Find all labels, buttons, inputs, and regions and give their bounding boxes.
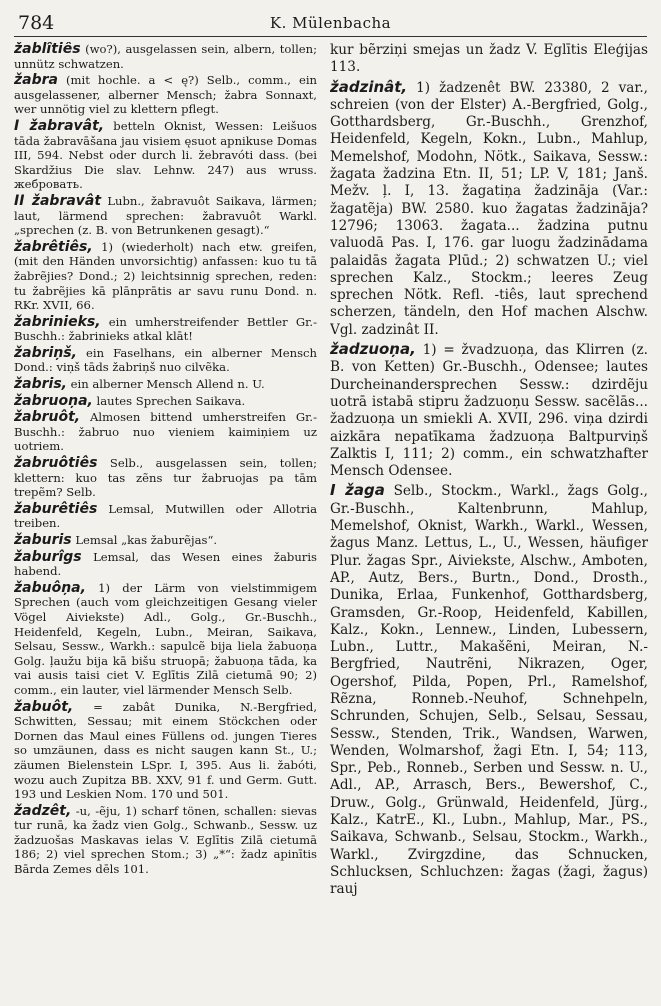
headword: žadzêt, xyxy=(14,802,72,819)
entry-text: betteln Oknist, Wessen: Leišuos tāda žabravāšana jau visiem ęsuot apnikuse Domas III, 594. Nebst oder durch li. žebravóti dass. (bei Skardžius Die slav. Lehnw. 247) aus wruss. жебровать. xyxy=(14,118,317,192)
dictionary-entry xyxy=(14,410,317,454)
headword: žaburêtiês xyxy=(14,500,98,517)
entry-text: ein alberner Mensch Allend n. U. xyxy=(70,377,265,392)
dictionary-entry xyxy=(14,346,317,375)
entry-text: 1) (wiederholt) nach etw. greifen, (mit den Händen unvorsichtig) anfassen: kuo tu tā žabrẽjies? Dond.; 2) leichtsinnig sprechen, reden: tu žabrẽjies kā plānprātis ar savu runu Dond. n. RKr. XVII, 66. xyxy=(14,239,317,313)
page-number: 784 xyxy=(18,12,55,34)
headword: II žabravât xyxy=(14,192,102,209)
headword: žaburîgs xyxy=(14,548,82,565)
entry-text: (mit hochle. a < ę?) Selb., comm., ein ausgelassener, alberner Mensch; žabra Sonnaxt, wer unnötig viel zu klettern pflegt. xyxy=(14,73,317,117)
headword: I žaga xyxy=(330,481,385,500)
headword: žabriņš, xyxy=(14,344,77,361)
dictionary-entry xyxy=(14,550,317,579)
entry-text: lautes Sprechen Saikava. xyxy=(96,393,246,408)
headword: žadzuoņa, xyxy=(330,340,416,359)
entry-text: 1) = žvadzuoņa, das Klirren (z. B. von Ketten) Gr.-Buschh., Odensee; lautes Durcheinandersprechen Sessw.: dzirdẽju uotrā istabā stipru žadzuoņu Sessw. sacẽlās... žadzuoņa un smiekli A. XVII, 296. viņa dzirdi aizkāra nepatīkama žadzuoņa Baltpurviņš Zalktis I, 111; 2) comm., ein schwatzhafter Mensch Odensee. xyxy=(330,342,648,480)
dictionary-entry xyxy=(14,581,317,698)
headword: žabra xyxy=(14,72,58,89)
dictionary-entry xyxy=(14,394,317,409)
entry-text: = zabât Dunika, N.-Bergfried, Schwitten, Sessau; mit einem Stöckchen oder Dornen das Maul eines Füllens od. jungen Tieres so umzäunen, dass es nicht saugen kann St., U.; zäumen Bielenstein LSpr. I, 395. Aus li. žabóti, wozu auch Zupitza BB. XXV, 91 f. und Germ. Gutt. 193 und Leskien Nom. 170 und 501. xyxy=(14,699,317,802)
dictionary-entry xyxy=(14,377,317,392)
headword: žabuôt, xyxy=(14,698,74,715)
headword: žabrêtiês, xyxy=(14,238,93,255)
dictionary-entry xyxy=(14,240,317,313)
headword: žablîtiês xyxy=(14,42,81,57)
entry-text: ein umherstreifender Bettler Gr.-Buschh.: žabrinieks atkal klāt! xyxy=(14,314,317,344)
entry-text: Selb., Stockm., Warkl., žags Golg., Gr.-Buschh., Kaltenbrunn, Mahlup, Memelshof, Oknist, Warkh., Warkl., Wessen, žagus Manz. Lettus, L., U., Wessen, häufiger Plur. žagas Spr., Aiviekste, Alschw., Amboten, AP., Autz, Bers., Burtn., Dond., Drosth., Dunika, Erlaa, Funkenhof, Gotthardsberg, Gramsden, Gr.-Roop, Heidenfeld, Kabillen, Kalz., Kokn., Lennew., Linden, Lubessern, Lubn., Luttr., Makašẽni, Meiran, N.-Bergfried, Nautrẽni, Nikrazen, Oger, Ogershof, Pilda, Popen, Prl., Ramelshof, Rẽzna, Ronneb.-Neuhof, Schnehpeln, Schrunden, Schujen, Selb., Selsau, Sessau, Sessw., Stenden, Trik., Wandsen, Warwen, Wenden, Wolmarshof, žagi Etn. I, 54; 113, Spr., Peb., Ronneb., Serben und Sessw. n. U., Adl., AP., Arrasch, Bers., Bewershof, C., Druw., Golg., Grünwald, Heidenfeld, Jürg., Kalz., KatrE., Kl., Lubn., Mahlup, Mar., PS., Saikava, Schwanb., Selsau, Stockm., Warkh., Warkl., Zvirgzdine, das Schnucken, Schlucksen, Schluchzen: žagas (žagi, žagus) rauj xyxy=(330,483,648,898)
headword: žabruôt, xyxy=(14,409,81,426)
dictionary-entry xyxy=(14,194,317,238)
entry-text: 1) der Lärm von vielstimmigem Sprechen (auch vom gleichzeitigen Gesang vieler Vögel Aiviekste) Adl., Golg., Gr.-Buschh., Heidenfeld, Kegeln, Lubn., Meiran, Saikava, Selsau, Sessw., Warkh.: sapulcẽ bija liela žabuoņa Golg. ļaužu bija kā bišu struopā; žabuoņa tāda, ka vai ausis taisi ciet V. Eglītis Zilā cietumā 90; 2) comm., ein lauter, viel lärmender Mensch Selb. xyxy=(14,580,317,697)
entry-text: Lemsal „kas žaburẽjas“. xyxy=(75,533,218,547)
entry-text: Lemsal, das Wesen eines žaburis habend. xyxy=(14,549,317,579)
entry-text: kur bẽrziņi smejas un žadz V. Eglītis Eleģijas 113. xyxy=(330,42,648,76)
headword: žabruôtiês xyxy=(14,455,98,472)
dictionary-entry xyxy=(14,502,317,531)
headword: žadzinât, xyxy=(330,77,408,96)
entry-text: -u, -ẽju, 1) scharf tönen, schallen: sievas tur runā, ka žadz vien Golg., Schwanb., Sessw. uz žadzuošas Maskavas ielas V. Eglītis Zilā cietumā 186; 2) viel sprechen Stom.; 3) „*“: žadz apinītis Bārda Zemes dēls 101. xyxy=(14,803,317,877)
headword: I žabravât, xyxy=(14,117,105,134)
entry-text: Almosen bittend umherstreifen Gr.-Buschh.: žabruo nuo vieniem kaimiņiem uz uotriem. xyxy=(14,410,317,454)
dictionary-entry xyxy=(330,79,648,339)
headword: žaburis xyxy=(14,532,72,548)
dictionary-entry xyxy=(14,42,317,71)
dictionary-entry xyxy=(330,341,648,480)
entry-text: Lemsal, Mutwillen oder Allotria treiben. xyxy=(14,501,317,531)
entry-text: Selb., ausgelassen sein, tollen; klettern: kuo tas zẽns tur žabruojas pa tām trepẽm? Selb. xyxy=(14,456,317,500)
dictionary-entry xyxy=(14,700,317,802)
dictionary-entry xyxy=(330,482,648,898)
dictionary-entry xyxy=(14,533,317,548)
dictionary-entry xyxy=(14,119,317,192)
entry-text: Lubn., žabravuôt Saikava, lärmen; laut, lärmend sprechen: žabravuôt Warkl. „sprechen (z. B. von Betrunkenen gesagt).“ xyxy=(14,193,317,238)
running-title: K. Mülenbacha xyxy=(269,14,392,32)
entry-text: (wo?), ausgelassen sein, albern, tollen; unnütz schwatzen. xyxy=(14,42,317,71)
dictionary-entry xyxy=(14,315,317,344)
left-column xyxy=(14,42,317,1000)
entry-text: ein Faselhans, ein alberner Mensch Dond.: viņš tāds žabriņš nuo cilvẽka. xyxy=(14,345,317,375)
entry-text: 1) žadzenêt BW. 23380, 2 var., schreien (von der Elster) A.-Bergfried, Golg., Gotthardsberg, Gr.-Buschh., Grenzhof, Heidenfeld, Kegeln, Kokn., Lubn., Mahlup, Memelshof, Modohn, Nötk., Saikava, Sessw.: žagata žadzina Etn. II, 51; LP. V, 181; Janš. Mežv. ļ. I, 13. žagatiņa žadzināja (Var.: žagatẽja) BW. 2580. kuo žagatas žadzināja? 12796; 13063. žagata... žadzina putnu valuodā Pas. I, 176. gar luogu žadzinādama palaidās žagata Plūd.; 2) schwatzen U.; viel sprechen Kalz., Stockm.; leeres Zeug sprechen Nötk. Refl. -tiês, laut sprechend scherzen, tändeln, den Hof machen Alschw. Vgl. zadzinât II. xyxy=(330,79,648,338)
right-column xyxy=(330,42,648,1000)
dictionary-entry xyxy=(14,804,317,877)
dictionary-entry xyxy=(14,456,317,500)
headword: žabrinieks, xyxy=(14,313,101,330)
dictionary-entry xyxy=(14,73,317,117)
headword: žabris, xyxy=(14,376,67,393)
headword: žabuôņa, xyxy=(14,579,86,596)
headword: žabruoņa, xyxy=(14,392,93,409)
dictionary-entry xyxy=(330,42,648,77)
page-header xyxy=(14,10,647,37)
